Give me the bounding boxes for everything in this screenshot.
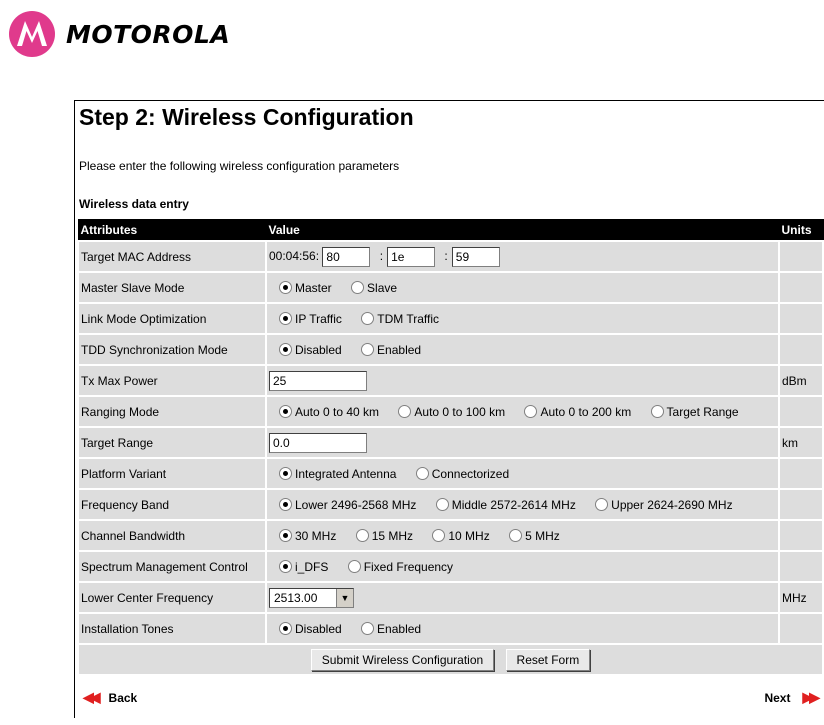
back-label: Back <box>108 690 138 705</box>
header-value: Value <box>266 220 779 242</box>
motorola-logo <box>8 10 230 58</box>
back-link[interactable] <box>83 689 137 706</box>
row-installation-tones <box>78 613 823 644</box>
table-header-row <box>78 220 823 242</box>
ranging-target-label: Target Range <box>666 404 739 419</box>
tdd-enabled-radio[interactable] <box>361 343 374 356</box>
tones-disabled-label: Disabled <box>295 621 342 636</box>
fixed-frequency-radio[interactable] <box>348 560 361 573</box>
value-tdd-sync <box>266 334 779 365</box>
value-target-range <box>266 427 779 458</box>
value-link-mode <box>266 303 779 334</box>
master-label: Master <box>295 280 332 295</box>
next-link[interactable] <box>764 689 816 706</box>
tdm-traffic-radio[interactable] <box>361 312 374 325</box>
ranging-100km-label: Auto 0 to 100 km <box>414 404 506 419</box>
unit-lower-center-frequency: MHz <box>779 582 823 613</box>
bw-10mhz-label: 10 MHz <box>448 528 490 543</box>
wizard-panel <box>74 100 824 718</box>
tdd-disabled-label: Disabled <box>295 342 342 357</box>
mac-octet-2-input[interactable] <box>387 247 435 267</box>
value-installation-tones <box>266 613 779 644</box>
tdd-disabled-radio[interactable] <box>279 343 292 356</box>
row-channel-bandwidth <box>78 520 823 551</box>
value-lower-center-frequency <box>266 582 779 613</box>
band-upper-label: Upper 2624-2690 MHz <box>611 497 733 512</box>
label-frequency-band: Frequency Band <box>78 489 266 520</box>
value-master-slave <box>266 272 779 303</box>
ranging-target-radio[interactable] <box>651 405 664 418</box>
back-arrow-icon: ◀◀ <box>83 689 97 705</box>
value-channel-bandwidth <box>266 520 779 551</box>
idfs-label: i_DFS <box>295 559 329 574</box>
value-platform-variant <box>266 458 779 489</box>
tdd-enabled-label: Enabled <box>377 342 422 357</box>
brand-name: MOTOROLA <box>66 19 231 49</box>
bw-5mhz-radio[interactable] <box>509 529 522 542</box>
unit-target-range: km <box>779 427 823 458</box>
bw-30mhz-radio[interactable] <box>279 529 292 542</box>
label-platform-variant: Platform Variant <box>78 458 266 489</box>
bw-10mhz-radio[interactable] <box>432 529 445 542</box>
value-tx-power <box>266 365 779 396</box>
bw-15mhz-radio[interactable] <box>356 529 369 542</box>
unit-tx-power: dBm <box>779 365 823 396</box>
ip-traffic-label: IP Traffic <box>295 311 342 326</box>
label-tdd-sync: TDD Synchronization Mode <box>78 334 266 365</box>
connectorized-label: Connectorized <box>431 466 510 481</box>
integrated-antenna-radio[interactable] <box>279 467 292 480</box>
ranging-40km-radio[interactable] <box>279 405 292 418</box>
lower-center-frequency-select[interactable] <box>269 588 354 608</box>
target-range-input[interactable] <box>269 433 367 453</box>
label-tx-power: Tx Max Power <box>78 365 266 396</box>
label-channel-bandwidth: Channel Bandwidth <box>78 520 266 551</box>
header-attributes: Attributes <box>78 220 266 242</box>
tx-power-input[interactable] <box>269 371 367 391</box>
bw-5mhz-label: 5 MHz <box>525 528 560 543</box>
tdm-traffic-label: TDM Traffic <box>377 311 440 326</box>
tones-enabled-radio[interactable] <box>361 622 374 635</box>
connectorized-radio[interactable] <box>416 467 429 480</box>
submit-wireless-config-button[interactable]: Submit Wireless Configuration <box>311 649 494 671</box>
band-middle-radio[interactable] <box>436 498 449 511</box>
band-upper-radio[interactable] <box>595 498 608 511</box>
tones-enabled-label: Enabled <box>377 621 422 636</box>
row-lower-center-frequency <box>78 582 823 613</box>
tones-disabled-radio[interactable] <box>279 622 292 635</box>
next-label: Next <box>764 690 791 705</box>
value-frequency-band <box>266 489 779 520</box>
chevron-down-icon[interactable]: ▼ <box>336 589 353 607</box>
slave-radio[interactable] <box>351 281 364 294</box>
value-spectrum-management <box>266 551 779 582</box>
ip-traffic-radio[interactable] <box>279 312 292 325</box>
row-ranging-mode <box>78 396 823 427</box>
ranging-200km-radio[interactable] <box>524 405 537 418</box>
mac-prefix: 00:04:56: <box>269 248 320 263</box>
row-link-mode <box>78 303 823 334</box>
value-target-mac: 00:04:56: 80 :1e :59 <box>266 241 779 272</box>
label-target-mac: Target MAC Address <box>78 241 266 272</box>
page-title: Step 2: Wireless Configuration <box>79 104 414 130</box>
bw-30mhz-label: 30 MHz <box>295 528 337 543</box>
row-target-mac <box>78 241 823 272</box>
row-tdd-sync <box>78 334 823 365</box>
lower-center-frequency-value: 2513.00 <box>274 590 318 605</box>
ranging-200km-label: Auto 0 to 200 km <box>540 404 632 419</box>
mac-octet-3-input[interactable] <box>452 247 500 267</box>
header-units: Units <box>779 220 823 242</box>
section-heading: Wireless data entry <box>79 197 189 211</box>
ranging-100km-radio[interactable] <box>398 405 411 418</box>
label-ranging-mode: Ranging Mode <box>78 396 266 427</box>
idfs-radio[interactable] <box>279 560 292 573</box>
bw-15mhz-label: 15 MHz <box>371 528 414 543</box>
row-platform-variant <box>78 458 823 489</box>
integrated-antenna-label: Integrated Antenna <box>295 466 397 481</box>
page-intro: Please enter the following wireless configuration parameters <box>79 159 400 173</box>
band-lower-radio[interactable] <box>279 498 292 511</box>
label-lower-center-frequency: Lower Center Frequency <box>78 582 266 613</box>
label-master-slave: Master Slave Mode <box>78 272 266 303</box>
master-radio[interactable] <box>279 281 292 294</box>
row-frequency-band <box>78 489 823 520</box>
band-middle-label: Middle 2572-2614 MHz <box>451 497 576 512</box>
next-arrow-icon: ▶▶ <box>802 689 816 705</box>
row-target-range <box>78 427 823 458</box>
motorola-logo-icon <box>8 10 56 58</box>
label-installation-tones: Installation Tones <box>78 613 266 644</box>
reset-form-button[interactable]: Reset Form <box>506 649 591 671</box>
mac-octet-1-input[interactable] <box>322 247 370 267</box>
band-lower-label: Lower 2496-2568 MHz <box>295 497 417 512</box>
slave-label: Slave <box>367 280 398 295</box>
value-ranging-mode <box>266 396 779 427</box>
button-row <box>78 644 823 675</box>
label-target-range: Target Range <box>78 427 266 458</box>
row-spectrum-management <box>78 551 823 582</box>
wireless-config-table <box>77 219 824 676</box>
row-tx-power <box>78 365 823 396</box>
ranging-40km-label: Auto 0 to 40 km <box>295 404 380 419</box>
row-master-slave <box>78 272 823 303</box>
label-spectrum-management: Spectrum Management Control <box>78 551 266 582</box>
label-link-mode: Link Mode Optimization <box>78 303 266 334</box>
fixed-frequency-label: Fixed Frequency <box>363 559 454 574</box>
